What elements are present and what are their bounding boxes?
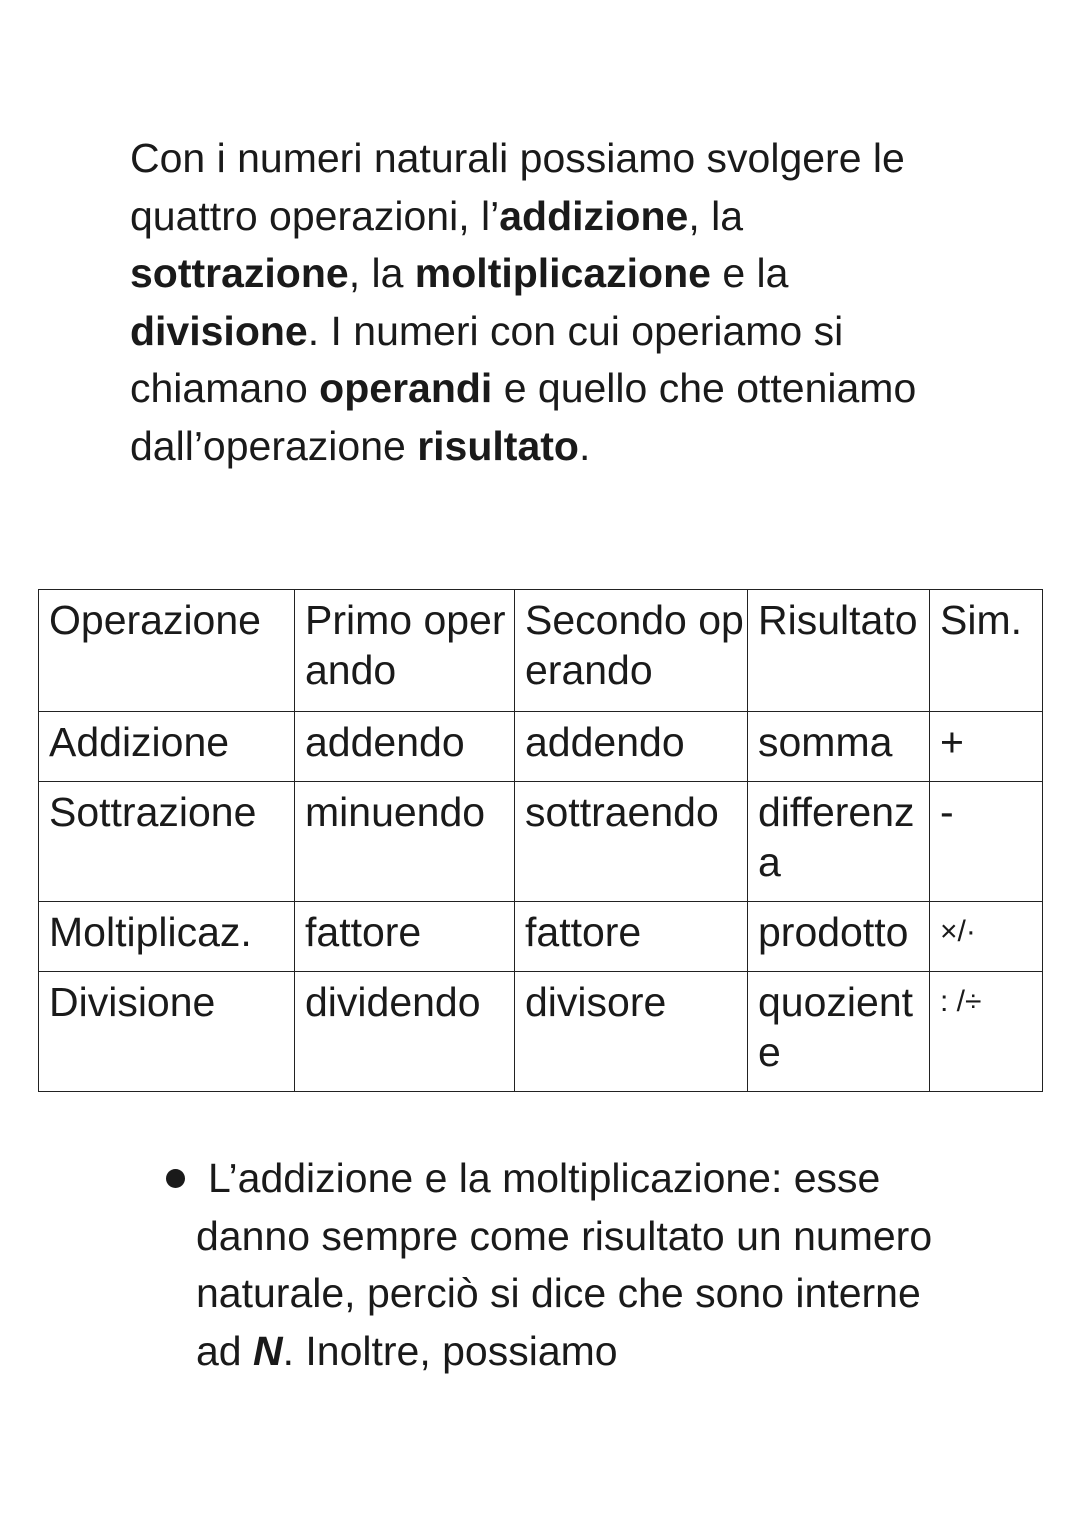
header-cell-operazione: Operazione bbox=[39, 590, 295, 712]
cell-result: differenza bbox=[748, 782, 930, 902]
cell-symbol: ×/· bbox=[930, 902, 1043, 972]
cell-first-operand: addendo bbox=[295, 712, 515, 782]
set-n-letter: N bbox=[253, 1327, 283, 1374]
bullet-text-2: . Inoltre, possiamo bbox=[282, 1327, 618, 1374]
header-cell-secondo-operando: Secondo operando bbox=[515, 590, 748, 712]
term-divisione: divisione bbox=[130, 307, 308, 354]
cell-operation: Moltiplicaz. bbox=[39, 902, 295, 972]
cell-symbol: : /÷ bbox=[930, 972, 1043, 1092]
cell-symbol: - bbox=[930, 782, 1043, 902]
cell-second-operand: divisore bbox=[515, 972, 748, 1092]
cell-first-operand: dividendo bbox=[295, 972, 515, 1092]
cell-result: quoziente bbox=[748, 972, 930, 1092]
table-row bbox=[39, 712, 1043, 782]
cell-first-operand: minuendo bbox=[295, 782, 515, 902]
intro-text-2: , la bbox=[688, 192, 744, 239]
table-row bbox=[39, 902, 1043, 972]
term-moltiplicazione: moltiplicazione bbox=[414, 250, 711, 296]
intro-text-6: e quello che otteniamo dall’operazione bbox=[130, 365, 917, 469]
cell-second-operand: addendo bbox=[515, 712, 748, 782]
bullet-dot-icon bbox=[166, 1169, 185, 1188]
set-n-symbol bbox=[253, 1328, 283, 1374]
intro-text-5: . I numeri con cui operiamo si chiamano bbox=[130, 307, 844, 411]
header-cell-primo-operando: Primo operando bbox=[295, 590, 515, 712]
intro-text-3: , la bbox=[348, 250, 415, 296]
intro-text-4: e la bbox=[710, 250, 789, 296]
term-risultato: risultato bbox=[417, 422, 579, 469]
cell-operation: Divisione bbox=[39, 972, 295, 1092]
table-row bbox=[39, 972, 1043, 1092]
header-cell-risultato: Risultato bbox=[748, 590, 930, 712]
intro-text-7: . bbox=[578, 422, 591, 469]
intro-paragraph bbox=[130, 130, 950, 475]
intro-text-1: Con i numeri naturali possiamo svolgere le quattro operazioni, l’ bbox=[130, 135, 905, 239]
cell-first-operand: fattore bbox=[295, 902, 515, 972]
cell-result: somma bbox=[748, 712, 930, 782]
cell-operation: Addizione bbox=[39, 712, 295, 782]
header-cell-simbolo: Sim. bbox=[930, 590, 1043, 712]
bullet-list bbox=[160, 1150, 960, 1380]
cell-second-operand: sottraendo bbox=[515, 782, 748, 902]
term-operandi: operandi bbox=[319, 365, 493, 411]
table-row bbox=[39, 782, 1043, 902]
cell-second-operand: fattore bbox=[515, 902, 748, 972]
table-header-row bbox=[39, 590, 1043, 712]
bullet-text-1: L’addizione e la moltiplicazione: esse danno sempre come risultato un numero naturale, perciò si dice che sono interne ad bbox=[196, 1155, 933, 1374]
cell-operation: Sottrazione bbox=[39, 782, 295, 902]
operations-table bbox=[38, 589, 1043, 1092]
cell-symbol: + bbox=[930, 712, 1043, 782]
cell-result: prodotto bbox=[748, 902, 930, 972]
term-addizione: addizione bbox=[499, 192, 689, 239]
list-item bbox=[160, 1150, 960, 1380]
term-sottrazione: sottrazione bbox=[130, 250, 349, 296]
